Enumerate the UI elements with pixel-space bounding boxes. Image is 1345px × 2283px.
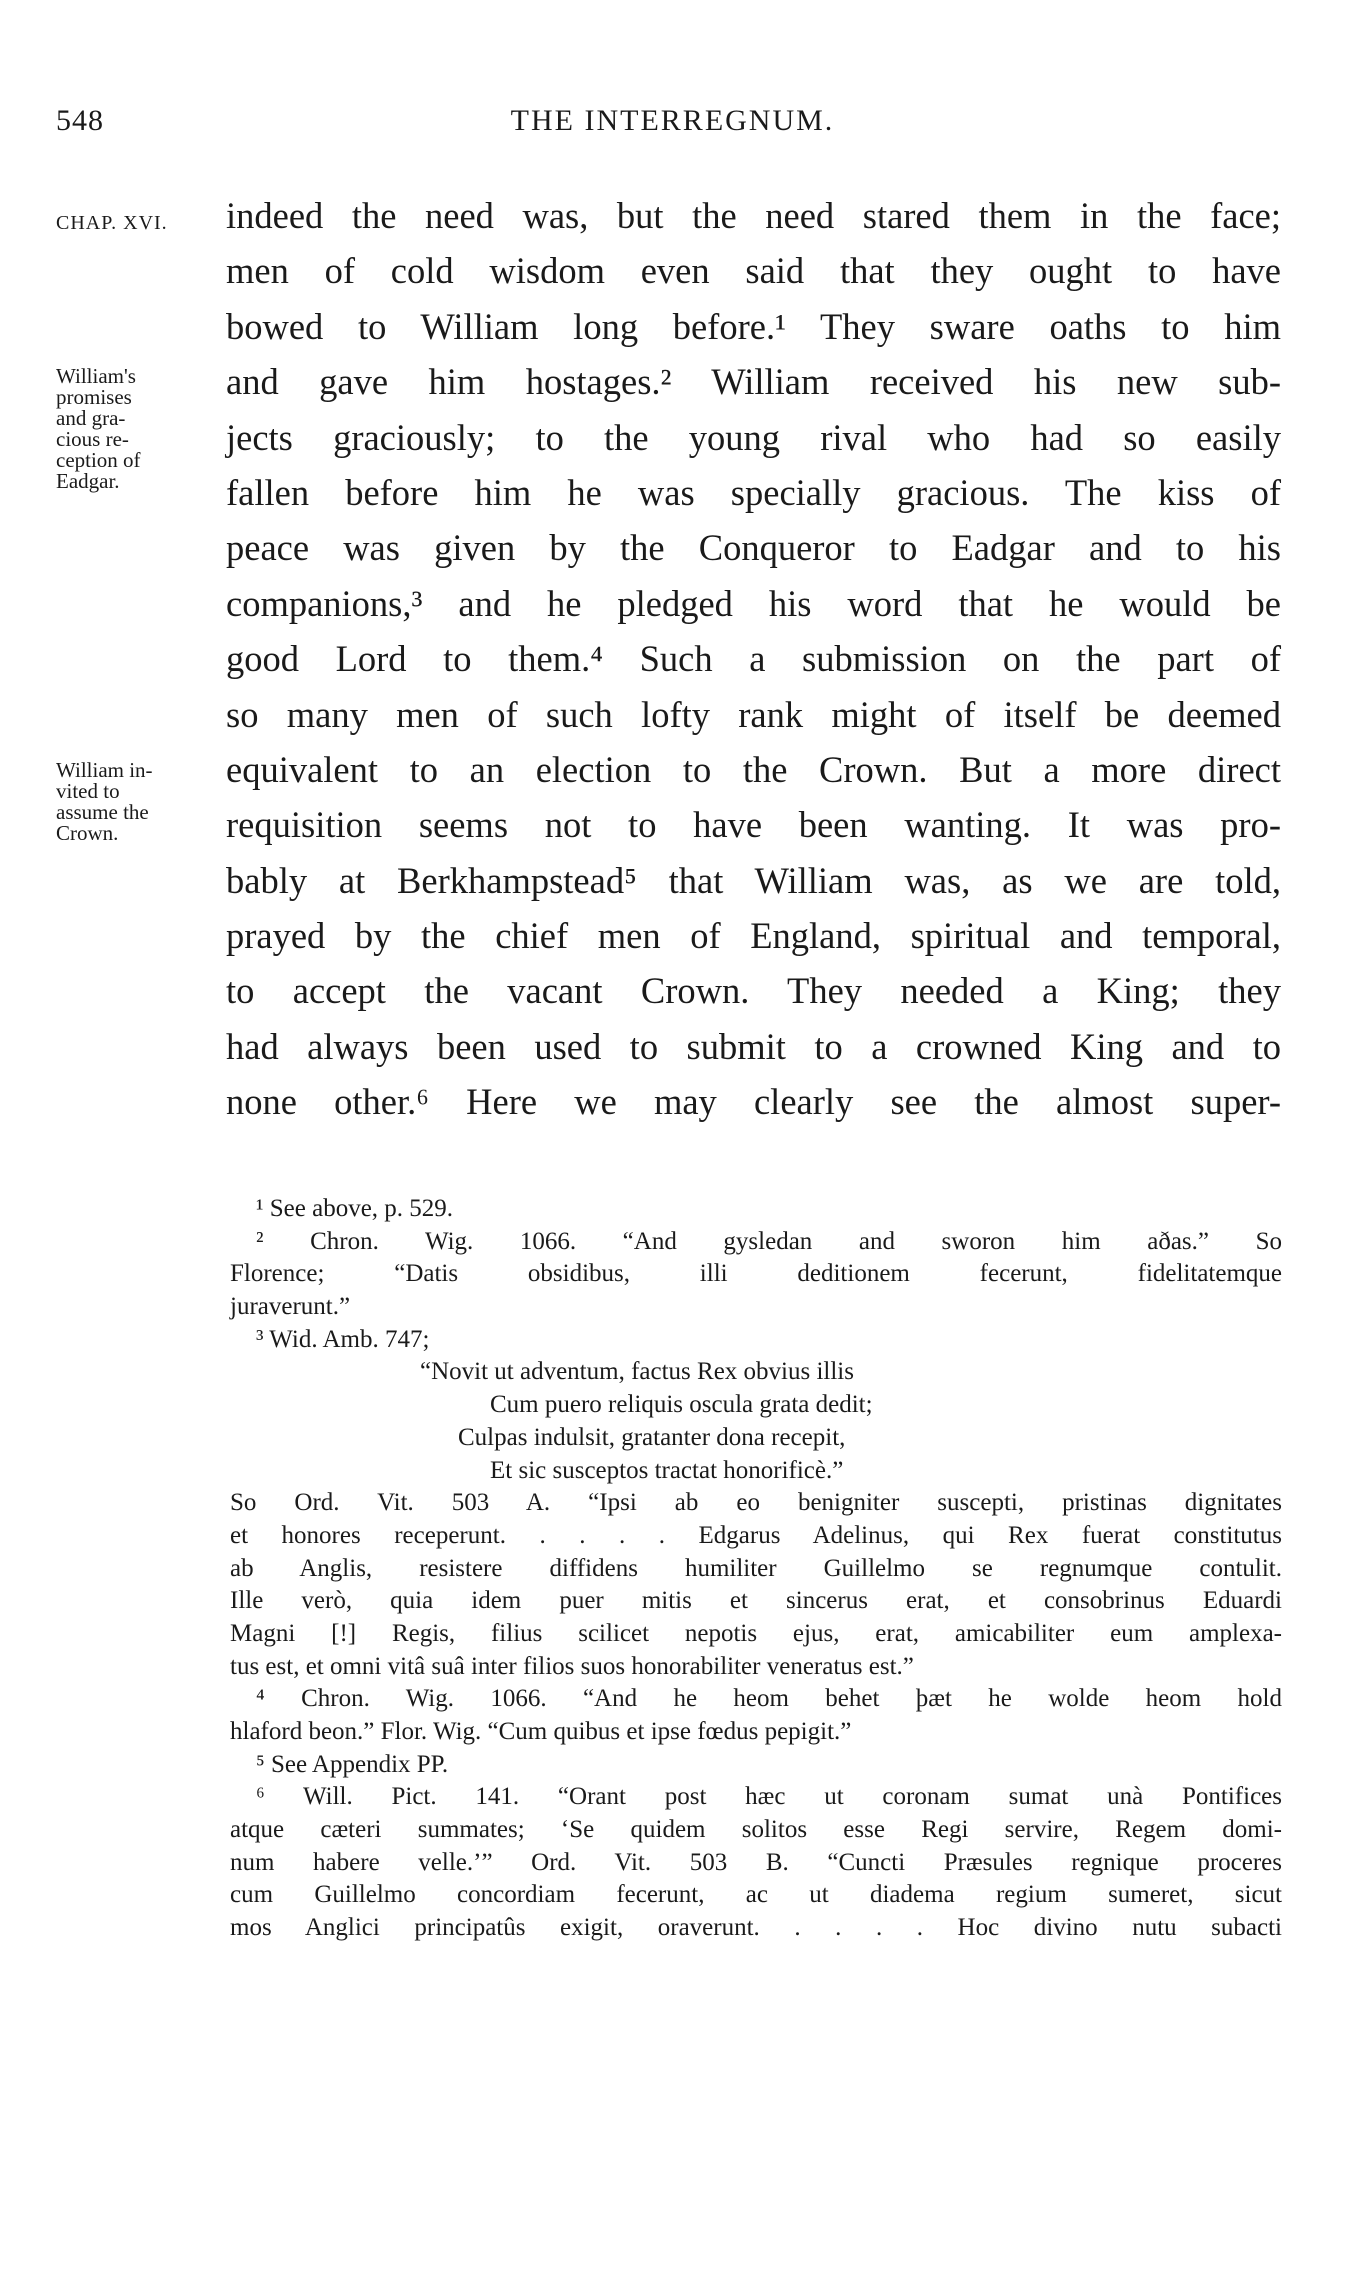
margin-note-line: promises — [56, 385, 132, 409]
body-line: indeed the need was, but the need stared them in the face; — [226, 195, 1281, 236]
footnote-line: ⁵ See Appendix PP. — [256, 1750, 449, 1778]
body-line: and gave him hostages.² William received his new sub- — [226, 361, 1281, 403]
footnote-line: hlaford beon.” Flor. Wig. “Cum quibus et ipse fœdus pepigit.” — [230, 1718, 852, 1745]
body-line: peace was given by the Conqueror to Eadgar and to his — [226, 527, 1281, 569]
body-text — [226, 188, 1281, 1130]
footnote-line: So Ord. Vit. 503 A. “Ipsi ab eo benigniter suscepti, pristinas dignitates — [230, 1489, 1282, 1517]
footnote-line: cum Guillelmo concordiam fecerunt, ac ut diadema regium sumeret, sicut — [230, 1881, 1282, 1909]
footnote-line: juraverunt.” — [230, 1293, 351, 1321]
body-line: so many men of such lofty rank might of itself be deemed — [226, 693, 1281, 735]
footnote-line: ³ Wid. Amb. 747; — [256, 1325, 430, 1353]
footnote-verse-line: Culpas indulsit, gratanter dona recepit, — [458, 1423, 846, 1451]
footnote-line: Magni [!] Regis, filius scilicet nepotis ejus, erat, amicabiliter eum amplexa- — [230, 1619, 1282, 1647]
footnote-line: ⁶ Will. Pict. 141. “Orant post hæc ut coronam sumat unà Pontifices — [256, 1783, 1282, 1811]
footnote-line: ab Anglis, resistere diffidens humiliter Guillelmo se regnumque contulit. — [230, 1554, 1282, 1582]
margin-note-line: vited to — [56, 779, 120, 803]
chapter-label: CHAP. XVI. — [56, 212, 168, 234]
margin-note-line: William in- — [56, 758, 153, 782]
footnote-line: num habere velle.’” Ord. Vit. 503 B. “Cuncti Præsules regnique proceres — [230, 1848, 1282, 1876]
body-line: had always been used to submit to a crowned King and to — [226, 1025, 1281, 1067]
body-line: good Lord to them.⁴ Such a submission on the part of — [226, 638, 1281, 680]
page-header — [0, 104, 1345, 152]
footnote-line: tus est, et omni vitâ suâ inter filios suos honorabiliter veneratus est.” — [230, 1652, 914, 1680]
body-line: to accept the vacant Crown. They needed a King; they — [226, 970, 1281, 1012]
body-line: none other.⁶ Here we may clearly see the almost super- — [226, 1081, 1281, 1123]
body-line: jects graciously; to the young rival who had so easily — [226, 416, 1281, 458]
footnote-line: atque cæteri summates; ‘Se quidem solitos esse Regi servire, Regem domi- — [230, 1816, 1282, 1844]
footnote-verse-line: “Novit ut adventum, factus Rex obvius illis — [420, 1358, 854, 1386]
footnote-line: et honores receperunt. . . . . Edgarus Adelinus, qui Rex fuerat constitutus — [230, 1521, 1282, 1549]
footnote-line: ¹ See above, p. 529. — [256, 1195, 454, 1222]
footnote-line: Ille verò, quia idem puer mitis et sincerus erat, et consobrinus Eduardi — [230, 1587, 1282, 1615]
margin-note-line: ception of — [56, 448, 141, 472]
footnote-verse-line: Et sic susceptos tractat honorificè.” — [490, 1456, 844, 1484]
footnote-line: mos Anglici principatûs exigit, oraverunt. . . . . Hoc divino nutu subacti — [230, 1914, 1282, 1942]
body-line: companions,³ and he pledged his word that he would be — [226, 582, 1281, 624]
body-line: prayed by the chief men of England, spiritual and temporal, — [226, 915, 1281, 957]
footnote-line: ⁴ Chron. Wig. 1066. “And he heom behet þæt he wolde heom hold — [256, 1685, 1282, 1713]
running-title: THE INTERREGNUM. — [510, 104, 835, 137]
body-line: bowed to William long before.¹ They sware oaths to him — [226, 305, 1281, 347]
page-number: 548 — [56, 104, 104, 137]
body-line: fallen before him he was specially gracious. The kiss of — [226, 471, 1281, 513]
margin-note-line: William's — [56, 364, 136, 388]
margin-note-line: Eadgar. — [56, 469, 120, 493]
margin-note-line: and gra- — [56, 406, 126, 430]
body-line: men of cold wisdom even said that they ought to have — [226, 250, 1281, 292]
margin-note-line: assume the — [56, 800, 149, 824]
footnote-line: Florence; “Datis obsidibus, illi deditionem fecerunt, fidelitatemque — [230, 1260, 1282, 1288]
margin-note-line: Crown. — [56, 821, 119, 845]
body-line: equivalent to an election to the Crown. But a more direct — [226, 748, 1281, 790]
footnotes — [230, 1193, 1282, 1945]
margin-note-line: cious re- — [56, 427, 129, 451]
footnote-line: ² Chron. Wig. 1066. “And gysledan and sworon him aðas.” So — [256, 1227, 1282, 1255]
margin-note-crown — [56, 760, 221, 844]
margin-note-eadgar — [56, 366, 221, 492]
body-line: requisition seems not to have been wanting. It was pro- — [226, 804, 1281, 846]
body-line: bably at Berkhampstead⁵ that William was, as we are told, — [226, 859, 1281, 901]
footnote-verse-line: Cum puero reliquis oscula grata dedit; — [490, 1391, 873, 1419]
